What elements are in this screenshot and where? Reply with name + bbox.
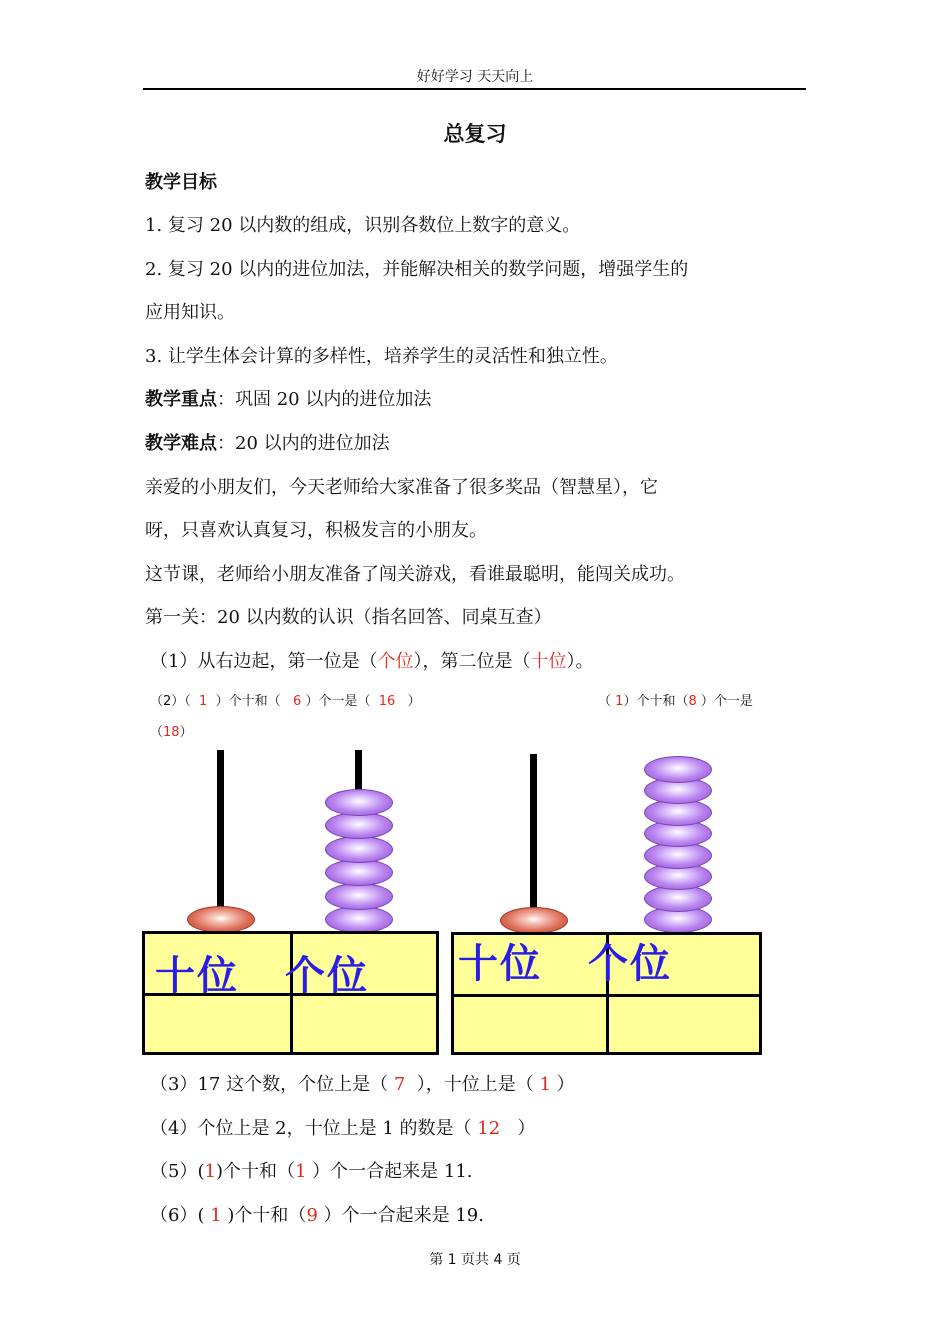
q6-answer-1: 1 xyxy=(210,1205,222,1226)
abacus-bead xyxy=(325,859,393,886)
q3-text-c: ） xyxy=(556,1074,575,1095)
intro-line-4: 第一关：20 以内数的认识（指名回答、同桌互查） xyxy=(145,607,552,628)
left-tens-label: 十位 xyxy=(155,953,239,999)
goal-item-3: 3. 让学生体会计算的多样性，培养学生的灵活性和独立性。 xyxy=(145,346,618,367)
abacus-bead xyxy=(187,906,255,933)
q2-text-e: （ xyxy=(598,694,612,709)
abacus-bead xyxy=(325,906,393,933)
q1-answer-1: 个位 xyxy=(377,651,414,672)
q2-answer-1: 1 xyxy=(199,694,208,709)
right-table-cell xyxy=(609,997,759,1052)
question-5 xyxy=(150,1157,473,1183)
left-tens-rod xyxy=(217,750,224,910)
abacus-bead xyxy=(500,907,568,934)
q2-text-f: ）个十和（ xyxy=(623,694,689,709)
left-table-cell xyxy=(293,996,436,1052)
q2-text-g: ）个一是 xyxy=(700,694,753,709)
q4-text-a: （4）个位上是 2，十位上是 1 的数是（ xyxy=(150,1118,472,1139)
key-point xyxy=(145,385,431,411)
q5-text-a: （5）( xyxy=(150,1161,205,1182)
q2-text-i: ） xyxy=(179,725,193,740)
left-ones-label: 个位 xyxy=(285,953,369,999)
difficulty-label: 教学难点 xyxy=(145,433,217,454)
question-2-right xyxy=(598,690,753,709)
question-2-left xyxy=(150,690,421,709)
question-3 xyxy=(150,1070,575,1096)
q6-text-c: ）个一合起来是 19. xyxy=(323,1205,484,1226)
right-ones-label: 个位 xyxy=(588,941,672,987)
left-table-cell xyxy=(145,996,293,1052)
abacus-bead xyxy=(325,812,393,839)
intro-line-1: 亲爱的小朋友们，今天老师给大家准备了很多奖品（智慧星），它 xyxy=(145,477,658,498)
abacus-bead xyxy=(325,789,393,816)
q2-answer-5: 8 xyxy=(688,694,697,709)
abacus-bead xyxy=(325,836,393,863)
q6-text-a: （6）( xyxy=(150,1205,205,1226)
q2-text-c: ）个一是（ xyxy=(305,694,371,709)
difficulty xyxy=(145,429,390,455)
q5-text-c: ）个一合起来是 11. xyxy=(312,1161,473,1182)
page-title: 总复习 xyxy=(443,121,507,146)
q4-answer-1: 12 xyxy=(477,1118,501,1139)
difficulty-text: ：20 以内的进位加法 xyxy=(217,433,390,454)
q3-text-a: （3）17 这个数，个位上是（ xyxy=(150,1074,389,1095)
q3-text-b: ），十位上是（ xyxy=(416,1074,534,1095)
q5-text-b: )个十和（ xyxy=(215,1161,295,1182)
q2-answer-2: 6 xyxy=(293,694,302,709)
page-header: 好好学习 天天向上 xyxy=(416,69,534,85)
q2-answer-3: 16 xyxy=(378,694,396,709)
q1-text-a: （1）从右边起，第一位是（ xyxy=(150,651,378,672)
q4-text-b: ） xyxy=(517,1118,536,1139)
q3-answer-2: 1 xyxy=(539,1074,551,1095)
q2-answer-4: 1 xyxy=(615,694,624,709)
q2-text-d: ） xyxy=(407,694,421,709)
q2-text-b: ）个十和（ xyxy=(215,694,281,709)
q2-text-a: （2）（ xyxy=(150,694,191,709)
right-table-cell xyxy=(454,997,609,1052)
question-2-wrap xyxy=(150,721,193,740)
q2-answer-6: 18 xyxy=(163,725,180,740)
q2-text-h: （ xyxy=(150,725,164,740)
abacus-bead xyxy=(644,756,712,783)
goal-item-2-line-2: 应用知识。 xyxy=(145,302,235,323)
right-tens-label: 十位 xyxy=(458,941,542,987)
q1-text-c: ）。 xyxy=(566,651,594,672)
q5-answer-2: 1 xyxy=(294,1161,307,1182)
q1-text-b: ），第二位是（ xyxy=(413,651,531,672)
q6-answer-2: 9 xyxy=(306,1205,318,1226)
intro-line-3: 这节课，老师给小朋友准备了闯关游戏，看谁最聪明，能闯关成功。 xyxy=(145,564,685,585)
q6-text-b: )个十和（ xyxy=(227,1205,307,1226)
header-rule xyxy=(143,88,806,90)
key-point-text: ：巩固 20 以内的进位加法 xyxy=(217,389,432,410)
question-4 xyxy=(150,1114,535,1140)
question-6 xyxy=(150,1201,484,1227)
q3-answer-1: 7 xyxy=(393,1074,406,1095)
goals-heading: 教学目标 xyxy=(145,172,217,193)
abacus-bead xyxy=(325,883,393,910)
page-footer: 第 1 页共 4 页 xyxy=(429,1252,521,1268)
goal-item-1: 1. 复习 20 以内数的组成，识别各数位上数字的意义。 xyxy=(145,215,581,236)
right-tens-rod xyxy=(530,754,537,912)
goal-item-2-line-1: 2. 复习 20 以内的进位加法，并能解决相关的数学问题，增强学生的 xyxy=(145,259,689,280)
q5-answer-1: 1 xyxy=(204,1161,216,1182)
intro-line-2: 呀，只喜欢认真复习，积极发言的小朋友。 xyxy=(145,520,487,541)
key-point-label: 教学重点 xyxy=(145,389,217,410)
q1-answer-2: 十位 xyxy=(530,651,567,672)
question-1 xyxy=(150,647,593,673)
